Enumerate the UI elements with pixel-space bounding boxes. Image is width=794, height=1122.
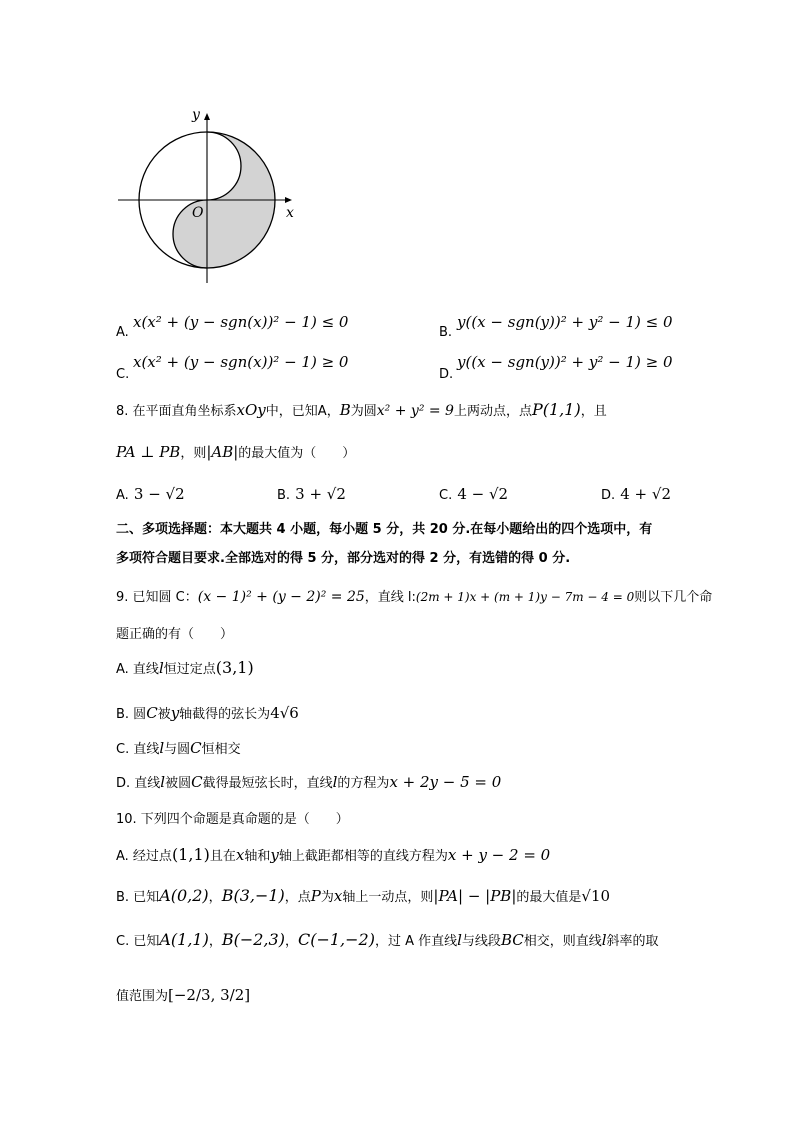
q8-ab-abs: |AB| bbox=[206, 443, 239, 461]
q10-a-text-3: 轴和 bbox=[244, 849, 271, 864]
q8-sep: ， bbox=[326, 404, 340, 419]
q8-point-a: A bbox=[317, 404, 327, 419]
q10-b-text-4: 轴上一动点，则 bbox=[342, 890, 434, 905]
q8-point-p: P(1,1) bbox=[531, 400, 581, 419]
q10-c-text-1: C. 已知 bbox=[116, 934, 160, 949]
q10-a-point: (1,1) bbox=[171, 845, 210, 864]
q9-a-point: (3,1) bbox=[215, 658, 254, 677]
q9-b-text-2: 被 bbox=[157, 707, 171, 722]
q9-b-c: C bbox=[146, 704, 158, 722]
q9-line-2: 题正确的有（ ） bbox=[116, 627, 234, 642]
q10-stem: 10. 下列四个命题是真命题的是（ ） bbox=[116, 812, 349, 827]
q9-b-y: y bbox=[170, 704, 180, 722]
q9-d-equation: x + 2y − 5 = 0 bbox=[389, 773, 502, 791]
q10-a-y: y bbox=[270, 846, 279, 864]
q10-c-l: l bbox=[457, 931, 462, 949]
q8-point-b: B bbox=[339, 401, 351, 419]
q9-option-a[interactable] bbox=[116, 658, 254, 677]
q9-b-text-1: B. 圆 bbox=[116, 707, 147, 722]
q9-a-l: l bbox=[158, 659, 164, 677]
q9-option-c[interactable] bbox=[116, 738, 241, 757]
q8-text-2: 中，已知 bbox=[265, 404, 318, 419]
q9-text-2: ，直线 l: bbox=[364, 590, 416, 605]
q8-text-3: 为圆 bbox=[350, 404, 377, 419]
q8-circle-eq: x² + y² = 9 bbox=[376, 403, 454, 419]
q9-b-text-3: 轴截得的弦长为 bbox=[179, 707, 271, 722]
q10-option-c[interactable] bbox=[116, 930, 659, 949]
section2-heading-line2: 多项符合题目要求.全部选对的得 5 分，部分选对的得 2 分，有选错的得 0 分. bbox=[116, 551, 571, 566]
q10-c-text-3: 与线段 bbox=[461, 934, 501, 949]
q8-line-2 bbox=[116, 442, 355, 461]
q9-option-b[interactable] bbox=[116, 703, 299, 722]
q10-a-text-2: 且在 bbox=[209, 849, 236, 864]
q9-a-text-1: A. 直线 bbox=[116, 662, 159, 677]
q10-c-point-b: B(−2,3) bbox=[221, 930, 285, 949]
section2-heading-line1: 二、多项选择题：本大题共 4 小题，每小题 5 分，共 20 分.在每小题给出的四个选项中，有 bbox=[116, 522, 653, 537]
q9-d-c: C bbox=[191, 773, 203, 791]
q8-option-a-expr: 3 − √2 bbox=[133, 485, 185, 503]
q9-c-text-1: C. 直线 bbox=[116, 742, 160, 757]
q8-text-6: ，则 bbox=[180, 446, 207, 461]
q10-c-point-a: A(1,1) bbox=[159, 930, 209, 949]
q8-text-5: ，且 bbox=[580, 404, 607, 419]
q10-c-sep-1: ， bbox=[208, 934, 222, 949]
yin-yang-figure bbox=[110, 105, 310, 295]
q10-c-range: [−2/3, 3/2] bbox=[168, 986, 251, 1004]
q7-option-a-letter[interactable]: A. bbox=[116, 325, 129, 340]
q9-option-d[interactable] bbox=[116, 772, 501, 791]
q10-b-sep: ， bbox=[208, 890, 222, 905]
q7-option-b-letter[interactable]: B. bbox=[439, 325, 453, 340]
q10-b-text-5: 的最大值是 bbox=[516, 890, 582, 905]
q10-option-a[interactable] bbox=[116, 845, 550, 864]
q8-option-b-expr: 3 + √2 bbox=[295, 485, 346, 503]
q10-b-value: √10 bbox=[581, 887, 611, 905]
q9-d-l2: l bbox=[332, 773, 338, 791]
q8-option-a-letter: A. bbox=[116, 488, 129, 503]
x-axis-arrow bbox=[285, 197, 292, 203]
q9-c-l: l bbox=[159, 739, 165, 757]
q10-c-text-5: 斜率的取 bbox=[606, 934, 659, 949]
q9-b-value: 4√6 bbox=[270, 704, 299, 722]
q10-option-c-line2 bbox=[116, 985, 250, 1004]
q10-b-text-1: B. 已知 bbox=[116, 890, 160, 905]
q10-c-bc: BC bbox=[500, 931, 524, 949]
q10-b-text-3: 为 bbox=[320, 890, 334, 905]
q8-option-b[interactable] bbox=[277, 484, 346, 503]
q9-line-eq: (2m + 1)x + (m + 1)y − 7m − 4 = 0 bbox=[415, 590, 635, 604]
q8-option-c[interactable] bbox=[439, 484, 508, 503]
q8-option-d[interactable] bbox=[601, 484, 671, 503]
q8-option-c-expr: 4 − √2 bbox=[457, 485, 509, 503]
q7-option-b-expr: y((x − sgn(y))² + y² − 1) ≤ 0 bbox=[457, 313, 673, 331]
q7-option-c-expr: x(x² + (y − sgn(x))² − 1) ≥ 0 bbox=[133, 353, 349, 371]
q9-d-text-3: 截得最短弦长时，直线 bbox=[202, 776, 333, 791]
q10-a-text-1: A. 经过点 bbox=[116, 849, 172, 864]
q7-option-a-expr: x(x² + (y − sgn(x))² − 1) ≤ 0 bbox=[133, 313, 349, 331]
q10-b-point-a: A(0,2) bbox=[159, 886, 209, 905]
q9-circle-eq: (x − 1)² + (y − 2)² = 25 bbox=[197, 589, 365, 605]
q8-option-a[interactable] bbox=[116, 484, 185, 503]
q8-option-b-letter: B. bbox=[277, 488, 291, 503]
q10-c-l2: l bbox=[601, 931, 607, 949]
q8-text-1: 8. 在平面直角坐标系 bbox=[116, 404, 237, 419]
q8-option-d-expr: 4 + √2 bbox=[620, 485, 671, 503]
q9-d-text-4: 的方程为 bbox=[337, 776, 390, 791]
q7-option-c-letter[interactable]: C. bbox=[116, 367, 130, 382]
q8-perp: PA ⊥ PB bbox=[116, 443, 181, 461]
q7-option-d-expr: y((x − sgn(y))² + y² − 1) ≥ 0 bbox=[457, 353, 673, 371]
q10-b-x: x bbox=[333, 887, 343, 905]
q7-option-d-letter[interactable]: D. bbox=[439, 367, 454, 382]
q10-a-x: x bbox=[235, 846, 245, 864]
figure-x-label: x bbox=[286, 205, 294, 221]
q8-text-7: 的最大值为（ ） bbox=[238, 446, 356, 461]
q9-text-1: 9. 已知圆 C： bbox=[116, 590, 198, 605]
q10-c-text-4: 相交，则直线 bbox=[523, 934, 602, 949]
q10-c-text-6: 值范围为 bbox=[116, 989, 169, 1004]
q8-xoy: xOy bbox=[236, 401, 266, 419]
q10-b-expr: |PA| − |PB| bbox=[433, 887, 517, 905]
y-axis-arrow bbox=[204, 113, 210, 120]
q10-a-text-4: 轴上截距都相等的直线方程为 bbox=[278, 849, 448, 864]
q10-c-sep-2: ， bbox=[284, 934, 298, 949]
q9-c-c: C bbox=[190, 739, 202, 757]
q9-c-text-2: 与圆 bbox=[164, 742, 191, 757]
q9-line-1 bbox=[116, 586, 712, 605]
q10-b-point-b: B(3,−1) bbox=[221, 886, 285, 905]
q8-option-d-letter: D. bbox=[601, 488, 616, 503]
figure-y-label: y bbox=[192, 107, 200, 123]
q8-text-4: 上两动点，点 bbox=[453, 404, 532, 419]
q8-option-c-letter: C. bbox=[439, 488, 453, 503]
q10-c-point-c: C(−1,−2) bbox=[297, 930, 375, 949]
figure-origin-label: O bbox=[192, 205, 204, 221]
q10-c-text-2: ，过 A 作直线 bbox=[374, 934, 458, 949]
q9-d-l: l bbox=[160, 773, 166, 791]
q10-b-p: P bbox=[310, 887, 321, 905]
q9-d-text-1: D. 直线 bbox=[116, 776, 161, 791]
q10-a-equation: x + y − 2 = 0 bbox=[447, 846, 551, 864]
q9-text-3: 则以下几个命 bbox=[634, 590, 713, 605]
q9-c-text-3: 恒相交 bbox=[201, 742, 241, 757]
q8-line-1 bbox=[116, 400, 607, 419]
q10-option-b[interactable] bbox=[116, 886, 610, 905]
q10-b-text-2: ，点 bbox=[284, 890, 311, 905]
q9-a-text-2: 恒过定点 bbox=[163, 662, 216, 677]
q9-d-text-2: 被圆 bbox=[165, 776, 192, 791]
